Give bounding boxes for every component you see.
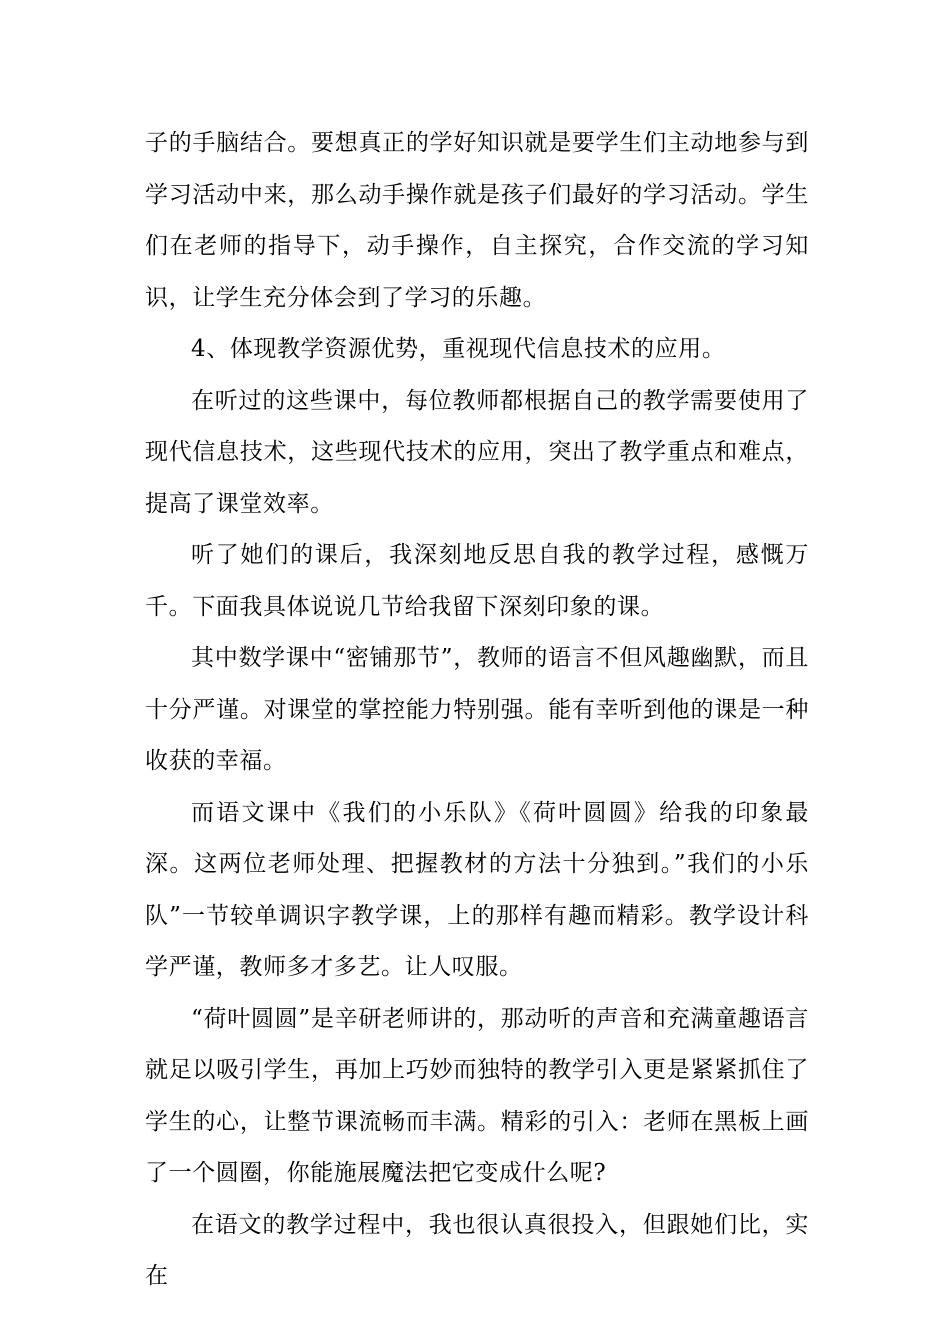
section-heading: 4、体现教学资源优势，重视现代信息技术的应用。 <box>191 336 726 362</box>
paragraph: 听了她们的课后，我深刻地反思自我的教学过程，感慨万千。下面我具体说说几节给我留下深刻印象的课。 <box>145 542 809 620</box>
paragraph: 其中数学课中“密铺那节”，教师的语言不但风趣幽默，而且十分严谨。对课堂的掌控能力特别强。能有幸听到他的课是一种收获的幸福。 <box>145 645 809 774</box>
paragraph: 而语文课中《我们的小乐队》《荷叶圆圆》给我的印象最深。这两位老师处理、把握教材的方法十分独到。”我们的小乐队”一节较单调识字教学课，上的那样有趣而精彩。教学设计科学严谨，教师多才多艺。让人叹服。 <box>145 799 809 980</box>
paragraph: 子的手脑结合。要想真正的学好知识就是要学生们主动地参与到学习活动中来，那么动手操作就是孩子们最好的学习活动。学生们在老师的指导下，动手操作，自主探究，合作交流的学习知识，让学生充分体会到了学习的乐趣。 <box>145 130 809 311</box>
body-text <box>145 118 809 1303</box>
paragraph: “荷叶圆圆”是辛研老师讲的，那动听的声音和充满童趣语言就足以吸引学生，再加上巧妙而独特的教学引入更是紧紧抓住了学生的心，让整节课流畅而丰满。精彩的引入：老师在黑板上画了一个圆圈，你能施展魔法把它变成什么呢? <box>145 1005 809 1186</box>
paragraph: 在语文的教学过程中，我也很认真很投入，但跟她们比，实在 <box>145 1211 809 1289</box>
paragraph: 在听过的这些课中，每位教师都根据自己的教学需要使用了现代信息技术，这些现代技术的应用，突出了教学重点和难点，提高了课堂效率。 <box>145 387 809 517</box>
